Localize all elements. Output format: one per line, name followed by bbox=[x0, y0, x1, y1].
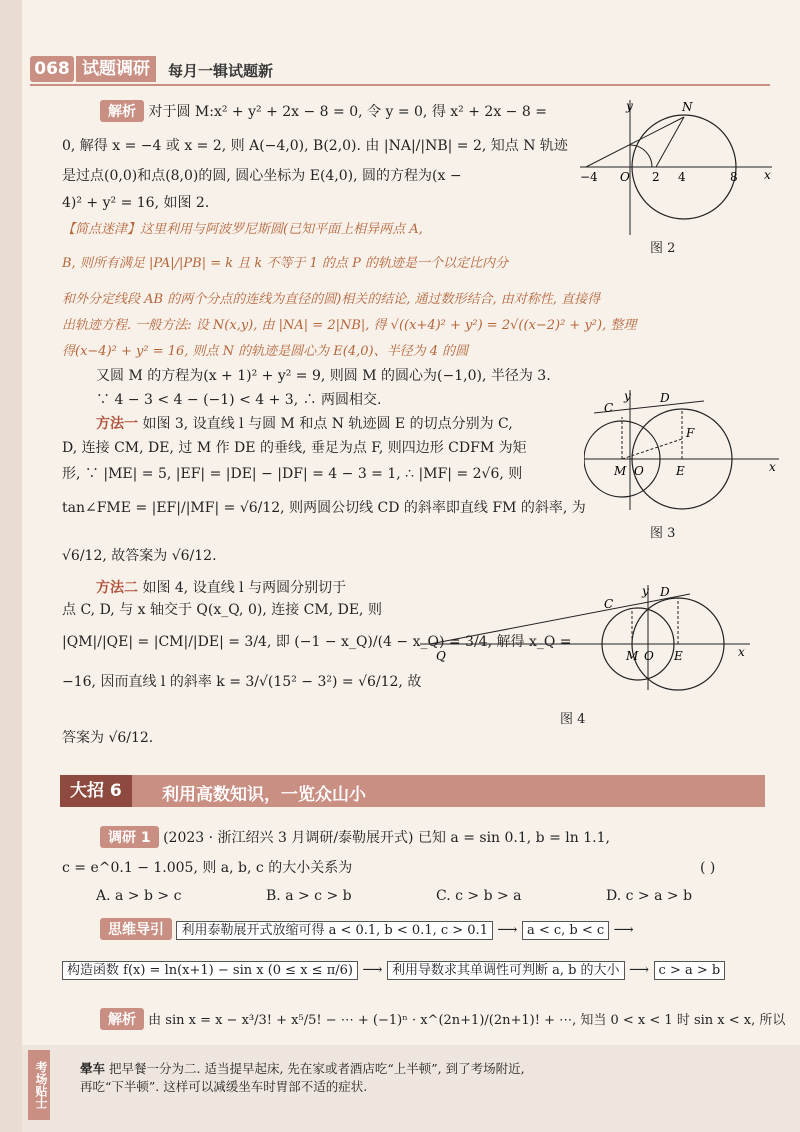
circle-m-line-2: ∵ 4 − 3 < 4 − (−1) < 4 + 3, ∴ 两圆相交. bbox=[96, 392, 382, 408]
page-number: 068 bbox=[30, 56, 74, 82]
method1-line-4: tan∠FME = |EF|/|MF| = √6/12, 则两圆公切线 CD 的斜率即直线 FM 的斜率, 为 bbox=[62, 500, 586, 516]
method1-label: 方法一 bbox=[96, 416, 138, 432]
note-line-3: 和外分定线段 AB 的两个分点的连线为直径的圆)相关的结论, 通过数形结合, 由对称性, 直接得 bbox=[62, 292, 601, 307]
method1-text-1: 如图 3, 设直线 l 与圆 M 和点 N 轨迹圆 E 的切点分别为 C, bbox=[142, 416, 513, 432]
header-tag: 试题调研 bbox=[76, 56, 156, 82]
method2-line-4: −16, 因而直线 l 的斜率 k = 3/√(15² − 3²) = √6/12, 故 bbox=[62, 674, 422, 690]
fig3-y-label: y bbox=[624, 389, 631, 403]
guide-line-1 bbox=[100, 918, 634, 941]
method1-line-3: 形, ∵ |ME| = 5, |EF| = |DE| − |DF| = 4 − 3 = 1, ∴ |MF| = 2√6, 则 bbox=[62, 466, 523, 482]
method1-line-2: D, 连接 CM, DE, 过 M 作 DE 的垂线, 垂足为点 F, 则四边形 CDFM 为矩 bbox=[62, 440, 527, 456]
footer-text bbox=[80, 1060, 760, 1096]
guide-label: 思维导引 bbox=[100, 918, 172, 940]
choice-d: D. c > a > b bbox=[606, 888, 693, 904]
method2-line-2: 点 C, D, 与 x 轴交于 Q(x_Q, 0), 连接 CM, DE, 则 bbox=[62, 602, 382, 618]
choice-a: A. a > b > c bbox=[96, 888, 182, 904]
fig3-d-label: D bbox=[660, 391, 670, 405]
guide-step-3: 构造函数 f(x) = ln(x+1) − sin x (0 ≤ x ≤ π/6) bbox=[62, 961, 358, 980]
fig3-m-label: M bbox=[614, 464, 627, 478]
solution-line-3: 是过点(0,0)和点(8,0)的圆, 圆心坐标为 E(4,0), 圆的方程为(x − bbox=[62, 168, 462, 184]
note-line-2: B, 则所有满足 |PA|/|PB| = k 且 k 不等于 1 的点 P 的轨迹是一个以定比内分 bbox=[62, 256, 508, 271]
guide-step-2: a < c, b < c bbox=[522, 921, 609, 940]
footer-title: 晕车 bbox=[80, 1061, 106, 1076]
analysis-label: 解析 bbox=[100, 1008, 144, 1030]
method1-line-5: √6/12, 故答案为 √6/12. bbox=[62, 548, 217, 564]
problem-label: 调研 1 bbox=[100, 826, 159, 848]
header-subtitle: 每月一辑试题新 bbox=[168, 62, 274, 80]
solution-line-2: 0, 解得 x = −4 或 x = 2, 则 A(−4,0), B(2,0). 由 |NA|/|NB| = 2, 知点 N 轨迹 bbox=[62, 138, 568, 154]
banner-title: 利用高数知识，一览众山小 bbox=[162, 785, 366, 805]
figure-2-caption: 图 2 bbox=[650, 241, 676, 256]
fig2-neg4-label: −4 bbox=[580, 170, 598, 184]
left-margin-strip bbox=[0, 0, 22, 1132]
banner-tag: 大招 6 bbox=[60, 775, 132, 807]
note-line-4: 出轨迹方程. 一般方法: 设 N(x,y), 由 |NA| = 2|NB|, 得 √((x+4)² + y²) = 2√((x−2)² + y²), 整理 bbox=[62, 318, 637, 333]
arrow-icon: ⟶ bbox=[497, 922, 522, 938]
fig3-f-label: F bbox=[686, 426, 695, 440]
fig2-n-label: N bbox=[682, 100, 693, 114]
problem-text-1: (2023 · 浙江绍兴 3 月调研/泰勒展开式) 已知 a = sin 0.1, b = ln 1.1, bbox=[163, 830, 610, 846]
method2-line-5: 答案为 √6/12. bbox=[62, 730, 154, 746]
note-line-1: 【简点迷津】这里利用与阿波罗尼斯圆(已知平面上相异两点 A, bbox=[62, 222, 423, 237]
fig3-x-label: x bbox=[769, 460, 776, 474]
fig2-y-label: y bbox=[626, 99, 633, 113]
fig4-o-label: O bbox=[644, 649, 654, 663]
choice-b: B. a > c > b bbox=[266, 888, 352, 904]
answer-paren: ( ) bbox=[700, 860, 716, 876]
solution-text-1: 对于圆 M:x² + y² + 2x − 8 = 0, 令 y = 0, 得 x² + 2x − 8 = bbox=[148, 104, 547, 120]
figure-3 bbox=[584, 385, 784, 515]
figure-2 bbox=[580, 95, 775, 245]
fig2-4-label: 4 bbox=[678, 170, 686, 184]
circle-m-line-1: 又圆 M 的方程为(x + 1)² + y² = 9, 则圆 M 的圆心为(−1,0), 半径为 3. bbox=[96, 368, 551, 384]
note-line-5: 得(x−4)² + y² = 16, 则点 N 的轨迹是圆心为 E(4,0)、半径为 4 的圆 bbox=[62, 344, 469, 359]
method2-text-1: 如图 4, 设直线 l 与两圆分别切于 bbox=[142, 580, 347, 596]
figure-3-caption: 图 3 bbox=[650, 526, 676, 541]
arrow-icon: ⟶ bbox=[629, 962, 654, 978]
fig4-d-label: D bbox=[660, 585, 670, 599]
solution-label: 解析 bbox=[100, 100, 144, 122]
problem-line-2: c = e^0.1 − 1.005, 则 a, b, c 的大小关系为 bbox=[62, 860, 353, 876]
header-divider bbox=[30, 84, 770, 86]
method2-line-3: |QM|/|QE| = |CM|/|DE| = 3/4, 即 (−1 − x_Q)/(4 − x_Q) = 3/4, 解得 x_Q = bbox=[62, 634, 572, 650]
figure-4-caption: 图 4 bbox=[560, 712, 586, 727]
fig2-o-label: O bbox=[620, 170, 630, 184]
fig4-m-label: M bbox=[626, 649, 639, 663]
fig4-c-label: C bbox=[604, 597, 614, 611]
fig4-y-label: y bbox=[642, 584, 649, 598]
fig4-x-label: x bbox=[738, 645, 745, 659]
footer-text-2: 再吃“下半顿”. 这样可以减缓坐车时胃部不适的症状. bbox=[80, 1079, 368, 1094]
method2-line-1 bbox=[96, 578, 346, 598]
analysis-text-1: 由 sin x = x − x³/3! + x⁵/5! − ⋯ + (−1)ⁿ · x^(2n+1)/(2n+1)! + ⋯, 知当 0 < x < 1 时 sin x < x, 所以 bbox=[148, 1013, 786, 1028]
problem-line-1 bbox=[100, 826, 610, 848]
choice-c: C. c > b > a bbox=[436, 888, 522, 904]
solution-line-1 bbox=[100, 100, 547, 122]
footer-side-tag: 考场贴士 bbox=[28, 1050, 50, 1120]
fig2-2-label: 2 bbox=[652, 170, 660, 184]
fig4-q-label: Q bbox=[436, 649, 446, 663]
fig4-e-label: E bbox=[674, 649, 683, 663]
guide-step-4: 利用导数求其单调性可判断 a, b 的大小 bbox=[387, 961, 625, 980]
fig3-c-label: C bbox=[604, 401, 614, 415]
figure-4 bbox=[400, 580, 780, 695]
fig2-8-label: 8 bbox=[730, 170, 738, 184]
arrow-icon: ⟶ bbox=[362, 962, 387, 978]
fig3-e-label: E bbox=[676, 464, 685, 478]
fig3-o-label: O bbox=[634, 464, 644, 478]
solution-line-4: 4)² + y² = 16, 如图 2. bbox=[62, 195, 210, 211]
guide-step-1: 利用泰勒展开式放缩可得 a < 0.1, b < 0.1, c > 0.1 bbox=[176, 921, 493, 940]
analysis-line-1 bbox=[100, 1008, 785, 1031]
footer-text-1: 把早餐一分为二. 适当提早起床, 先在家或者酒店吃“上半顿”, 到了考场附近, bbox=[109, 1061, 525, 1076]
arrow-icon: ⟶ bbox=[613, 922, 634, 938]
method2-label: 方法二 bbox=[96, 580, 138, 596]
guide-step-5: c > a > b bbox=[654, 961, 726, 980]
fig2-x-label: x bbox=[764, 168, 771, 182]
method1-line-1 bbox=[96, 414, 513, 434]
guide-line-2 bbox=[62, 960, 725, 981]
